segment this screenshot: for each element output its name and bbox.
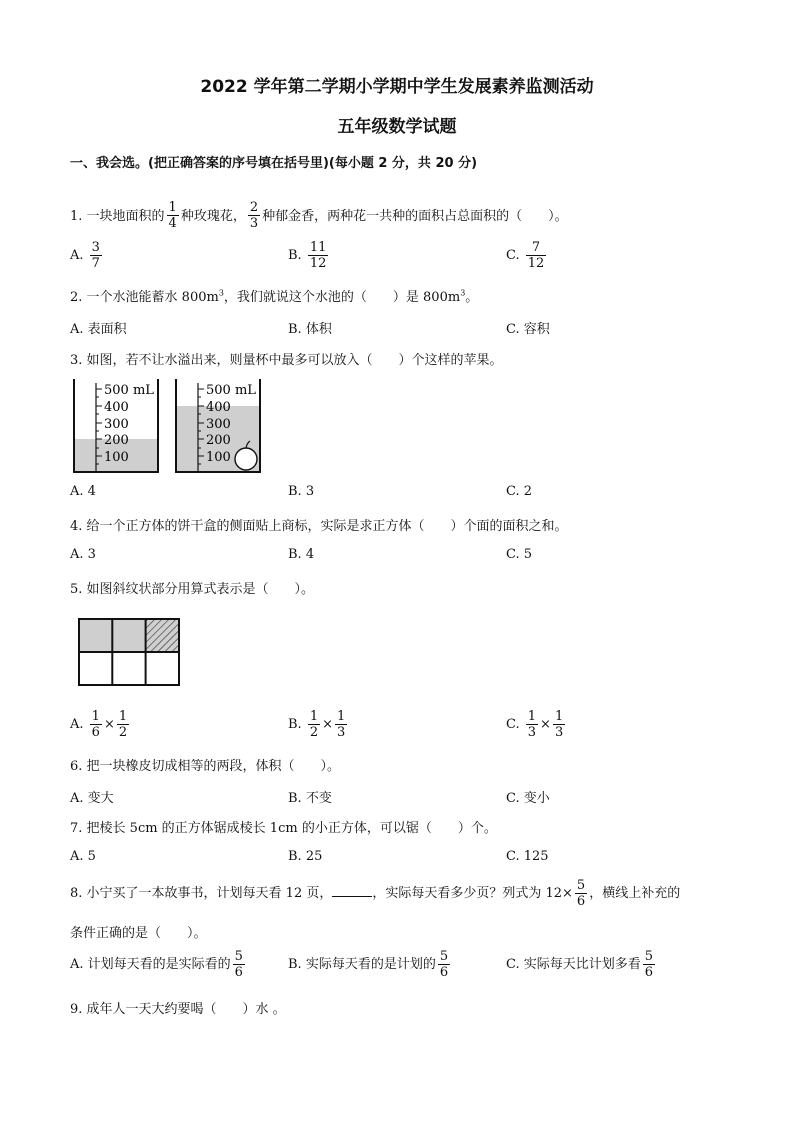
q1-option-a[interactable]: A. $\frac{3}{7}$ <box>70 240 100 271</box>
beaker-figure-2 <box>174 377 266 475</box>
q1-option-b[interactable]: B. $\frac{11}{12}$ <box>288 240 327 271</box>
q1-text-part3: 种郁金香，两种花一共种的面积占总面积的（ ）。 <box>262 209 568 224</box>
q5-option-c[interactable]: C. $\frac{1}{3}$ × $\frac{1}{3}$ <box>506 709 564 740</box>
answer-blank[interactable] <box>332 884 372 897</box>
question-2: 2. 一个水池能蓄水 $800m^3$，我们就说这个水池的（ ）是 $800m^3$。 <box>70 288 479 305</box>
q7-option-b[interactable]: B. 25 <box>288 849 323 864</box>
question-9: 9. 成年人一天大约要喝（ ）水 。 <box>70 1002 286 1017</box>
beaker-2-mark-300: 300 <box>206 417 231 432</box>
question-7: 7. 把棱长 5cm 的正方体锯成棱长 1cm 的小正方体，可以锯（ ）个。 <box>70 821 497 836</box>
q8-option-a[interactable]: A. 计划每天看的是实际看的 $\frac{5}{6}$ <box>70 949 243 980</box>
q1-option-c-fraction: $\frac{7}{12}$ <box>527 240 545 271</box>
q8-option-b[interactable]: B. 实际每天看的是计划的 $\frac{5}{6}$ <box>288 949 449 980</box>
q1-option-c[interactable]: C. $\frac{7}{12}$ <box>506 240 545 271</box>
q5-option-a[interactable]: A. $\frac{1}{6}$ × $\frac{1}{2}$ <box>70 709 128 740</box>
q3-option-a[interactable]: A. 4 <box>70 484 96 499</box>
beaker-1-mark-500: 500 mL <box>104 383 154 398</box>
shaded-cell <box>79 619 112 652</box>
beaker-2-mark-100: 100 <box>206 450 231 465</box>
beaker-1-mark-200: 200 <box>104 433 129 448</box>
q1-text-part1: 1. 一块地面积的 <box>70 209 165 224</box>
beaker-1-mark-100: 100 <box>104 450 129 465</box>
q2-option-c[interactable]: C. 容积 <box>506 322 550 337</box>
q6-option-c[interactable]: C. 变小 <box>506 791 550 806</box>
q7-option-a[interactable]: A. 5 <box>70 849 96 864</box>
section-heading: 一、我会选。(把正确答案的序号填在括号里)(每小题 2 分，共 20 分) <box>70 156 478 171</box>
question-4: 4. 给一个正方体的饼干盒的侧面贴上商标，实际是求正方体（ ）个面的面积之和。 <box>70 519 568 534</box>
beaker-figure-1 <box>72 377 164 475</box>
q1-text-part2: 种玫瑰花， <box>180 209 246 224</box>
question-5: 5. 如图斜纹状部分用算式表示是（ ）。 <box>70 582 315 597</box>
question-8-line2: 条件正确的是（ ）。 <box>70 926 207 941</box>
hatched-cell <box>146 619 179 652</box>
q2-option-b[interactable]: B. 体积 <box>288 322 332 337</box>
page-title: 2022 学年第二学期小学期中学生发展素养监测活动 <box>200 77 594 97</box>
q4-option-c[interactable]: C. 5 <box>506 547 533 562</box>
q1-fraction-2: $\frac{2}{3}$ <box>249 200 259 231</box>
page-subtitle: 五年级数学试题 <box>337 117 457 137</box>
beaker-2-mark-200: 200 <box>206 433 231 448</box>
q3-option-b[interactable]: B. 3 <box>288 484 315 499</box>
q8-fraction: $\frac{5}{6}$ <box>576 878 586 909</box>
question-8: 8. 小宁买了一本故事书，计划每天看 12 页， ，实际每天看多少页？列式为 12× $\frac{5}{6}$ ，横线上补充的 <box>70 878 681 909</box>
q2-option-a[interactable]: A. 表面积 <box>70 322 127 337</box>
q6-option-a[interactable]: A. 变大 <box>70 791 114 806</box>
beaker-1-mark-300: 300 <box>104 417 129 432</box>
q8-option-c[interactable]: C. 实际每天比计划多看 $\frac{5}{6}$ <box>506 949 654 980</box>
q4-option-a[interactable]: A. 3 <box>70 547 96 562</box>
question-6: 6. 把一块橡皮切成相等的两段，体积（ ）。 <box>70 759 341 774</box>
q6-option-b[interactable]: B. 不变 <box>288 791 332 806</box>
q7-option-c[interactable]: C. 125 <box>506 849 549 864</box>
shaded-cell <box>112 619 145 652</box>
q1-fraction-1: $\frac{1}{4}$ <box>168 200 177 231</box>
beaker-2-mark-500: 500 mL <box>206 383 256 398</box>
q1-option-b-fraction: $\frac{11}{12}$ <box>309 240 327 271</box>
q5-option-b[interactable]: B. $\frac{1}{2}$ × $\frac{1}{3}$ <box>288 709 346 740</box>
beaker-1-mark-400: 400 <box>104 400 129 415</box>
question-1 <box>70 200 568 231</box>
grid-figure <box>78 618 182 688</box>
beaker-2-mark-400: 400 <box>206 400 231 415</box>
q4-option-b[interactable]: B. 4 <box>288 547 315 562</box>
q3-option-c[interactable]: C. 2 <box>506 484 533 499</box>
question-3: 3. 如图，若不让水溢出来，则量杯中最多可以放入（ ）个这样的苹果。 <box>70 353 503 368</box>
q1-option-a-fraction: $\frac{3}{7}$ <box>91 240 100 271</box>
